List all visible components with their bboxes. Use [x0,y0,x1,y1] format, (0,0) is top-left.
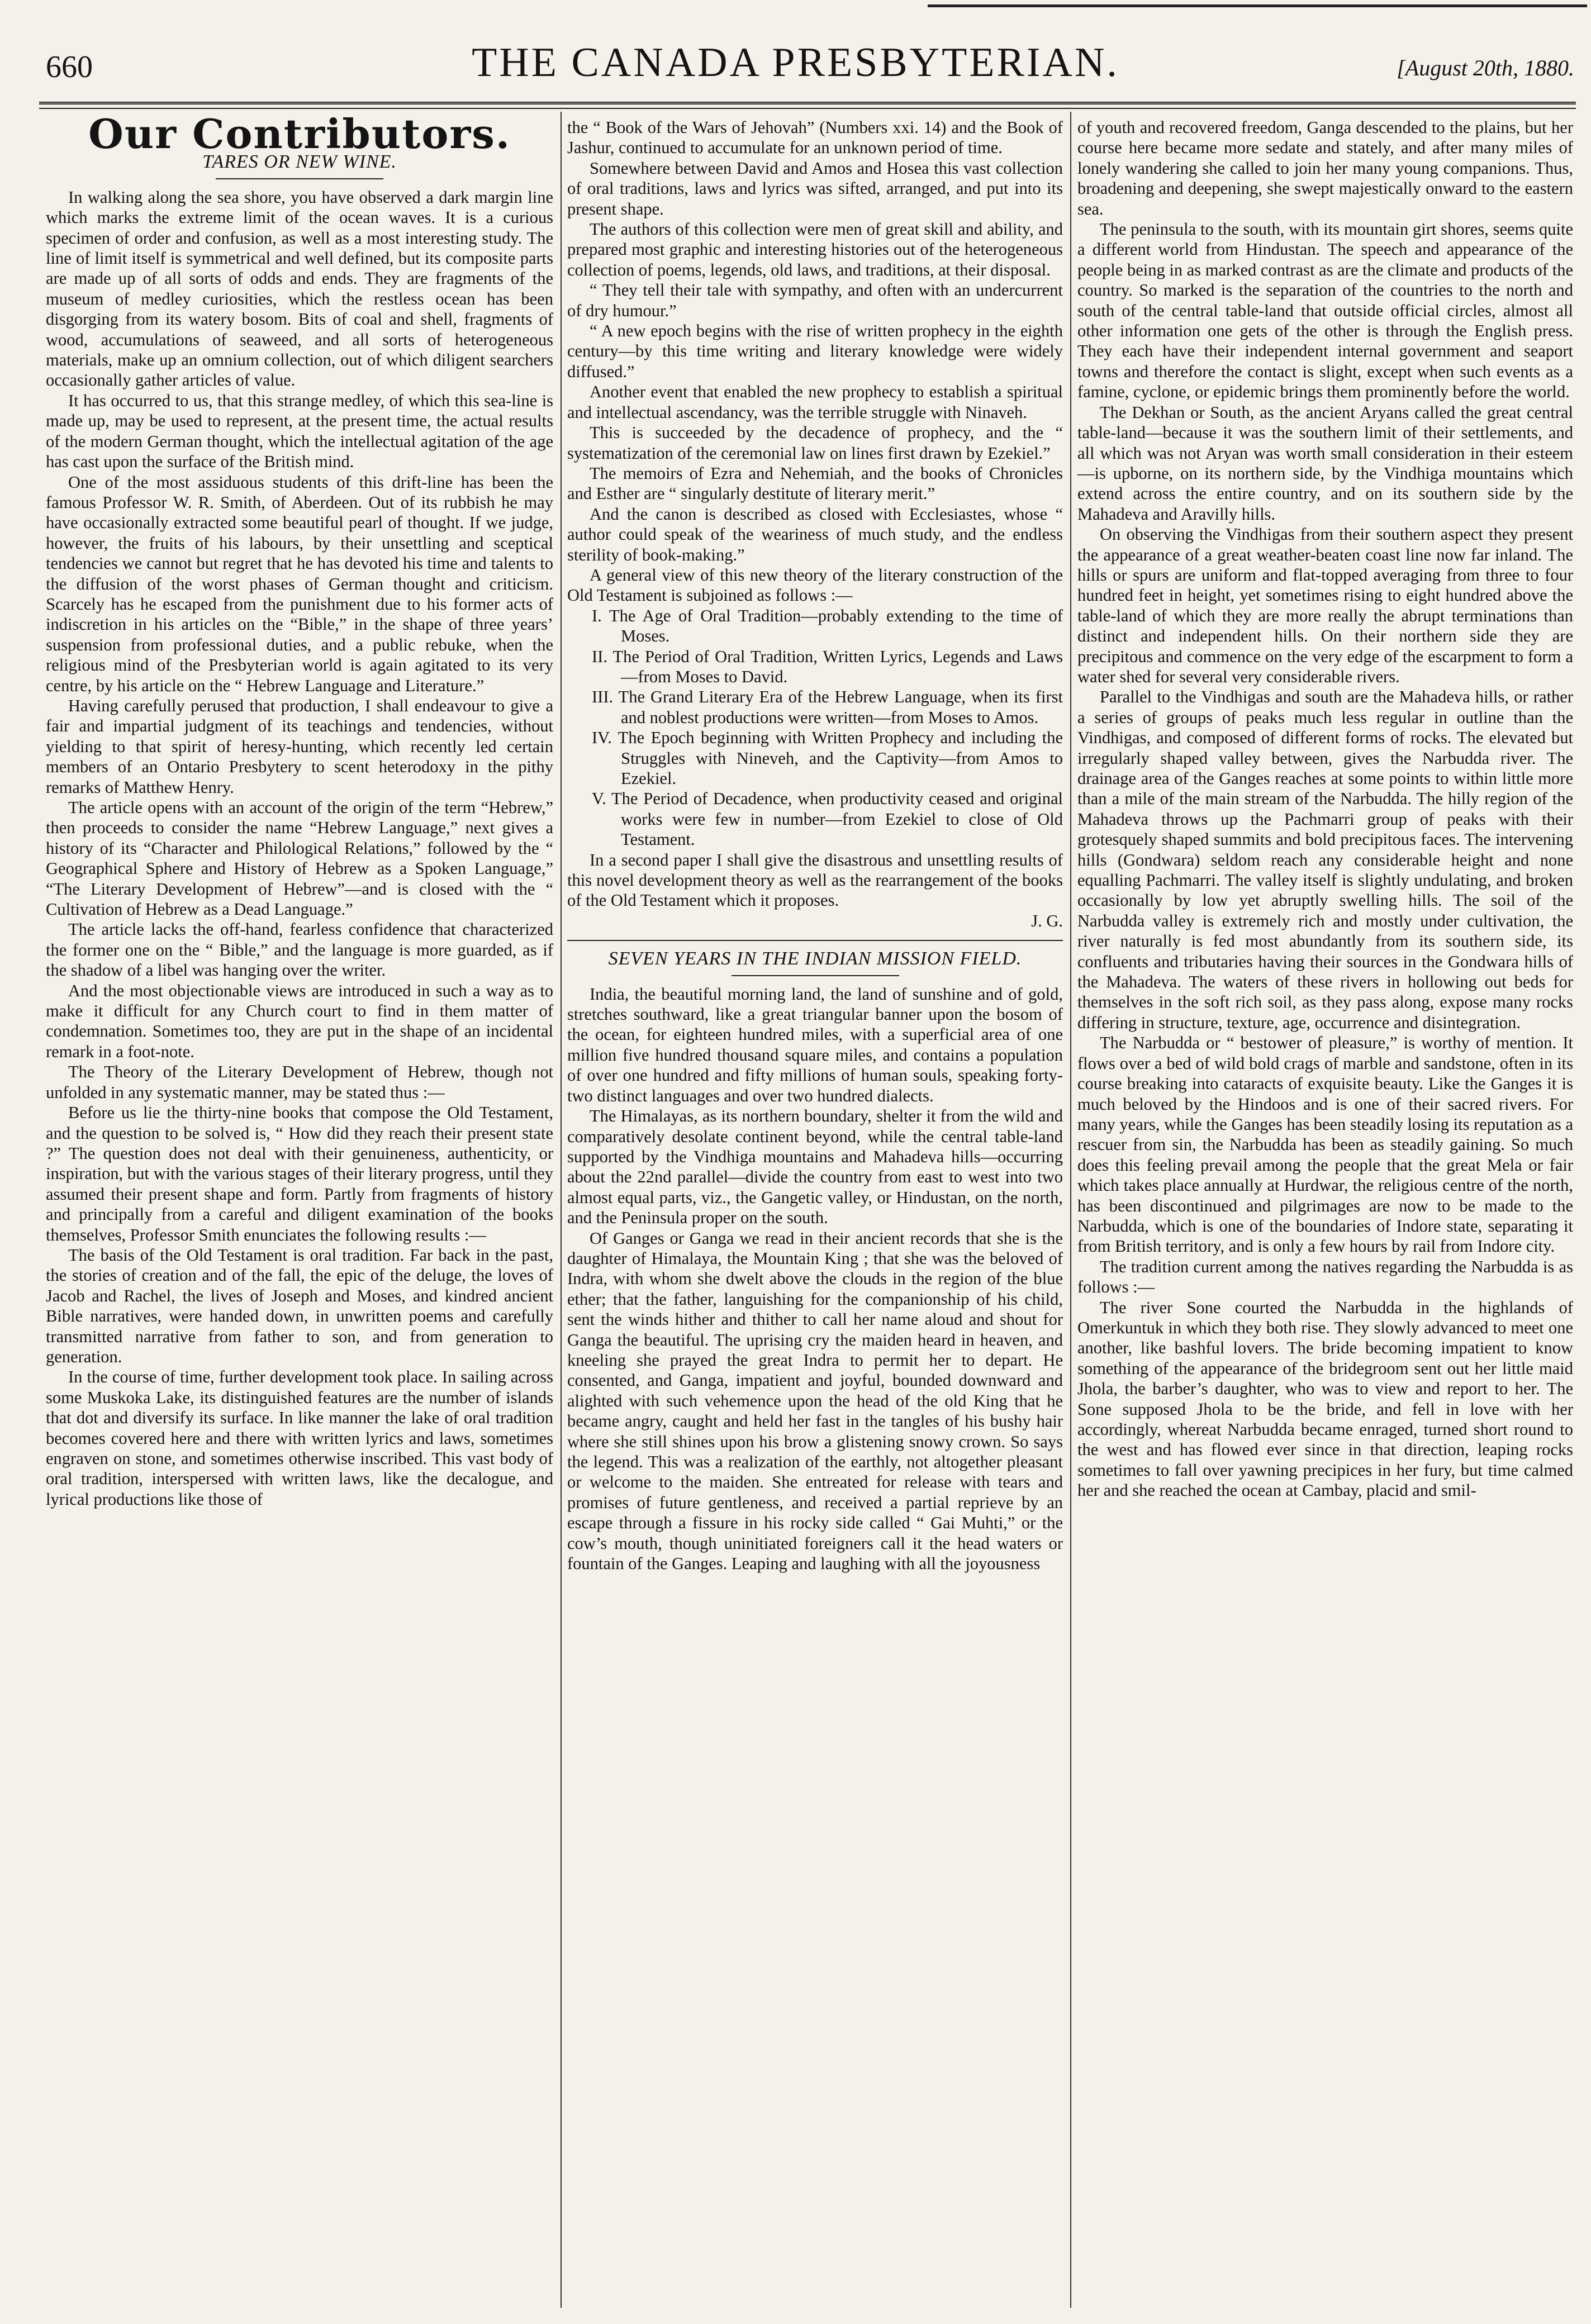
paragraph: Somewhere between David and Amos and Hosea this vast collection of oral traditions, laws and lyrics was sifted, arranged, and put into its present shape. [567,158,1063,218]
paragraph: The Dekhan or South, as the ancient Aryans called the great central table-land—because it was the southern limit of their settlements, and all which was not Aryan was worth small consideration in their esteem—is upborne, on its northern side, by the Vindhiga mountains which extend across the entire country, and on its southern side by the Mahadeva and Aravilly hills. [1077,402,1573,524]
article-divider [567,940,1063,941]
column-rule-2 [1070,112,1071,2308]
paragraph: It has occurred to us, that this strange medley, of which this sea-line is made up, may be used to represent, at the present time, the actual results of the modern German thought, which the intellectual agitation of the age has cast upon the surface of the British mind. [46,391,553,472]
paragraph: A general view of this new theory of the literary construction of the Old Testament is subjoined as follows :— [567,565,1063,605]
paragraph: One of the most assiduous students of this drift-line has been the famous Professor W. R. Smith, of Aberdeen. Out of its rubbish he may have occasionally extracted some beautiful pearl of thought. If we judge, however, the fruits of his labours, by their unsettling and sceptical tendencies we cannot but regret that he has devoted his time and talents to the diffusion of the worst phases of German thought and criticism. Scarcely has he escaped from the punishment due to his former acts of indiscretion in his articles on the “Bible,” in the shape of three years’ suspension from professional duties, and a public rebuke, when the religious mind of the Presbyterian world is again agitated to its very centre, by his article on the “ Hebrew Language and Literature.” [46,472,553,695]
paragraph: Of Ganges or Ganga we read in their ancient records that she is the daughter of Himalaya, the Mountain King ; that she was the beloved of Indra, with whom she dwelt above the clouds in the region of the blue ether; that the father, languishing for the companionship of his child, sent the winds hither and thither to call her name aloud and shout for Ganga the beautiful. The uprising cry the maiden heard in heaven, and kneeling she prayed the great Indra to permit her to depart. He consented, and Ganga, impatient and joyful, bounded downward and alighted with such vehemence upon the head of the old King that he became angry, caught and held her fast in the tangles of his bushy hair where she still shines upon his brow a glistening snowy crown. So says the legend. This was a realization of the earthly, not altogether pleasant or welcome to the maiden. She entreated for release with tears and promises of future gentleness, and received a partial reprieve by an escape through a fissure in his rocky side called “ Gai Muhti,” or the cow’s mouth, though uninitiated foreigners call it the head waters or fountain of the Ganges. Leaping and laughing with all the joyousness [567,1228,1063,1574]
title-rule [732,975,899,976]
paragraph: The authors of this collection were men of great skill and ability, and prepared most graphic and interesting histories out of the heterogeneous collection of poems, legends, old laws, and traditions, at their disposal. [567,220,1063,279]
paragraph: The Himalayas, as its northern boundary, shelter it from the wild and comparatively desolate continent beyond, while the central table-land supported by the Vindhiga mountains and Mahadeva hills—occurring about the 22nd parallel—divide the country from east to west into two almost equal parts, viz., the Gangetic valley, or Hindustan, on the north, and the Peninsula proper on the south. [567,1106,1063,1228]
list-item: II. The Period of Oral Tradition, Written Lyrics, Legends and Laws—from Moses to David. [592,647,1063,686]
paragraph: On observing the Vindhigas from their southern aspect they present the appearance of a great weather-beaten coast line now far inland. The hills or spurs are uniform and flat-topped averaging from three to four hundred feet in height, yet sometimes rising to eight hundred above the table-land of which they are more really the abrupt terminations than distinct and independent hills. On their northern side they are precipitous and commence on the very edge of the escarpment to form a water shed for several very considerable rivers. [1077,525,1573,686]
paragraph: “ A new epoch begins with the rise of written prophecy in the eighth century—by this time writing and literary knowledge were widely diffused.” [567,321,1063,381]
article-title-india: SEVEN YEARS IN THE INDIAN MISSION FIELD. [608,948,1022,969]
paragraph: The Narbudda or “ bestower of pleasure,” is worthy of mention. It flows over a bed of wild bold crags of marble and sandstone, often in its course breaking into cataracts of exquisite beauty. Like the Ganges it is much beloved by the Hindoos and is one of their sacred rivers. For many years, while the Ganges has been steadily losing its reputation as a rescuer from sin, the Narbudda has been as steadily gaining. So much does this feeling prevail among the people that the great Mela or fair which takes place annually at Hurdwar, the religious centre of the north, has been discontinued and pilgrimages are now to be made to the Narbudda, which is one of the boundaries of Indore state, separating it from British territory, and is only a few hours by rail from Indore city. [1077,1033,1573,1256]
paragraph: Parallel to the Vindhigas and south are the Mahadeva hills, or rather a series of groups of peaks much less regular in outline than the Vindhigas, and composed of different forms of rocks. The elevated but irregularly shaped valley between, gives the Narbudda river. The drainage area of the Ganges reaches at some points to within little more than a mile of the main stream of the Narbudda. The hilly region of the Mahadeva throws up the Pachmarri group of peaks with their grotesquely shaped summits and bold precipitous faces. The intervening hills (Gondwara) seldom reach any considerable height and none equalling Pachmarri. The valley itself is slightly undulating, and broken occasionally by low yet abruptly swelling hills. The soil of the Narbudda valley is extremely rich and mostly under cultivation, the river naturally is fed most abundantly from its southern side, its confluents and tributaries having their sources in the Gondwara hills of the Mahadeva. The waters of these rivers in hollowing out beds for themselves in the soft rich soil, as they pass along, expose many rocks differing in structure, texture, age, occurrence and disintegration. [1077,687,1573,1032]
paragraph: This is succeeded by the decadence of prophecy, and the “ systematization of the ceremonial law on lines first drawn by Ezekiel.” [567,423,1063,463]
list-item: I. The Age of Oral Tradition—probably extending to the time of Moses. [592,606,1063,646]
top-rule [928,4,1587,7]
paragraph: Before us lie the thirty-nine books that compose the Old Testament, and the question to be solved is, “ How did they reach their present state ?” The question does not deal with their genuineness, authenticity, or inspiration, but with the various stages of their literary progress, until they assumed their present shape and form. Partly from fragments of history and principally from a careful and diligent examination of the books themselves, Professor Smith enunciates the following results :— [46,1103,553,1244]
paragraph: Another event that enabled the new prophecy to establish a spiritual and intellectual ascendancy, was the terrible struggle with Ninaveh. [567,382,1063,422]
issue-date: [August 20th, 1880. [1397,55,1574,80]
list-item: III. The Grand Literary Era of the Hebrew Language, when its first and noblest productions were written—from Moses to Amos. [592,687,1063,727]
paragraph: The Theory of the Literary Development of Hebrew, though not unfolded in any systematic manner, may be stated thus :— [46,1062,553,1102]
paragraph: The tradition current among the natives regarding the Narbudda is as follows :— [1077,1257,1573,1297]
paragraph: In walking along the sea shore, you have observed a dark margin line which marks the extreme limit of the ocean waves. It is a curious specimen of order and confusion, as well as a most interesting study. The line of limit itself is symmetrical and well defined, but its composite parts are made up of all sorts of odds and ends. They are fragments of the museum of medley curiosities, which the restless ocean has been disgorging from its watery bosom. Bits of coal and shell, fragments of wood, accumulations of seaweed, and all sorts of heterogeneous materials, make up an omnium collection, out of which diligent searchers occasionally gather articles of value. [46,187,553,390]
newspaper-title: THE CANADA PRESBYTERIAN. [472,40,1119,85]
column-2 [567,117,1063,1574]
paragraph: of youth and recovered freedom, Ganga descended to the plains, but her course here became more sedate and stately, and after many miles of lonely wandering she called to join her many young companions. Thus, broadening and deepening, she swept majestically onward to the eastern sea. [1077,118,1573,218]
masthead-rule [39,102,1576,109]
article-title-tares: TARES OR NEW WINE. [202,151,397,173]
paragraph: In a second paper I shall give the disastrous and unsettling results of this novel development theory as well as the rearrangement of the books of the Old Testament which it proposes. [567,850,1063,910]
paragraph: The river Sone courted the Narbudda in the highlands of Omerkuntuk in which they both rise. They slowly advanced to meet one another, like bashful lovers. The bride becoming impatient to know something of the appearance of the bridegroom sent out her little maid Jhola, the barber’s daughter, who was to view and report to her. The Sone supposed Jhola to be the bride, and fell in love with her accordingly, whereat Narbudda became enraged, turned short round to the west and has flowed ever since in that direction, leaping rocks sometimes to fall over yawning precipices in her fury, but time calmed her and she reached the ocean at Cambay, placid and smil- [1077,1298,1573,1500]
paragraph: And the canon is described as closed with Ecclesiastes, whose “ author could speak of the weariness of much study, and the endless sterility of book-making.” [567,504,1063,564]
paragraph: “ They tell their tale with sympathy, and often with an undercurrent of dry humour.” [567,281,1063,320]
section-heading: Our Contributors. [88,110,511,158]
column-rule-1 [561,112,562,2308]
paragraph: Having carefully perused that production, I shall endeavour to give a fair and impartial judgment of its teachings and tendencies, without yielding to that spirit of heresy-hunting, which recently led certain members of an Ontario Presbytery to scent heterodoxy in the pithy remarks of Matthew Henry. [46,696,553,797]
column-3 [1077,117,1573,1501]
list-item: V. The Period of Decadence, when productivity ceased and original works were few in number—from Ezekiel to close of Old Testament. [592,789,1063,849]
title-rule [216,178,383,179]
paragraph: The article opens with an account of the origin of the term “Hebrew,” then proceeds to consider the name “Hebrew Language,” next gives a history of its “Character and Philological Relations,” followed by the “ Geographical Sphere and History of Hebrew as a Spoken Language,” “The Literary Development of Hebrew”—and is closed with the “ Cultivation of Hebrew as a Dead Language.” [46,798,553,919]
masthead [0,22,1591,106]
paragraph: The article lacks the off-hand, fearless confidence that characterized the former one on the “ Bible,” and the language is more guarded, as if the shadow of a libel was hanging over the writer. [46,920,553,980]
paragraph: The peninsula to the south, with its mountain girt shores, seems quite a different world from Hindustan. The speech and appearance of the people being in as marked contrast as are the climate and products of the country. So marked is the separation of the countries to the north and south of the central table-land that outside official circles, almost all other information one gets of the other is through the English press. They each have their independent internal government and seaport towns and therefore the contact is slight, except when such events as a famine, cyclone, or epidemic brings them prominently before the world. [1077,220,1573,402]
column-1 [46,110,553,1509]
paragraph: And the most objectionable views are introduced in such a way as to make it difficult for any Church court to find in them matter of condemnation. Sometimes too, they are put in the shape of an incidental remark in a foot-note. [46,981,553,1061]
paragraph: The basis of the Old Testament is oral tradition. Far back in the past, the stories of creation and of the fall, the epic of the deluge, the loves of Jacob and Rachel, the lives of Joseph and Moses, and kindred ancient Bible narratives, were handed down, in unwritten poems and carefully transmitted narrative from father to son, and from generation to generation. [46,1245,553,1366]
paragraph: the “ Book of the Wars of Jehovah” (Numbers xxi. 14) and the Book of Jashur, continued to accumulate for an unknown period of time. [567,118,1063,158]
author-signature: J. G. [1031,911,1063,930]
paragraph: In the course of time, further development took place. In sailing across some Muskoka Lake, its distinguished features are the number of islands that dot and diversify its surface. In like manner the lake of oral tradition becomes covered here and there with written lyrics and laws, sometimes engraven on stone, and sometimes otherwise inscribed. This vast body of oral tradition, interspersed with written laws, like the decalogue, and lyrical productions like those of [46,1367,553,1509]
list-item: IV. The Epoch beginning with Written Prophecy and including the Struggles with Nineveh, and the Captivity—from Amos to Ezekiel. [592,728,1063,788]
page-number: 660 [46,50,93,84]
paragraph: India, the beautiful morning land, the land of sunshine and of gold, stretches southward, like a great triangular banner upon the bosom of the ocean, for eighteen hundred miles, with a superficial area of one million five hundred thousand square miles, and contains a population of over one hundred and fifty millions of human souls, speaking forty-two distinct languages and over two hundred dialects. [567,984,1063,1105]
paragraph: The memoirs of Ezra and Nehemiah, and the books of Chronicles and Esther are “ singularly destitute of literary merit.” [567,463,1063,503]
